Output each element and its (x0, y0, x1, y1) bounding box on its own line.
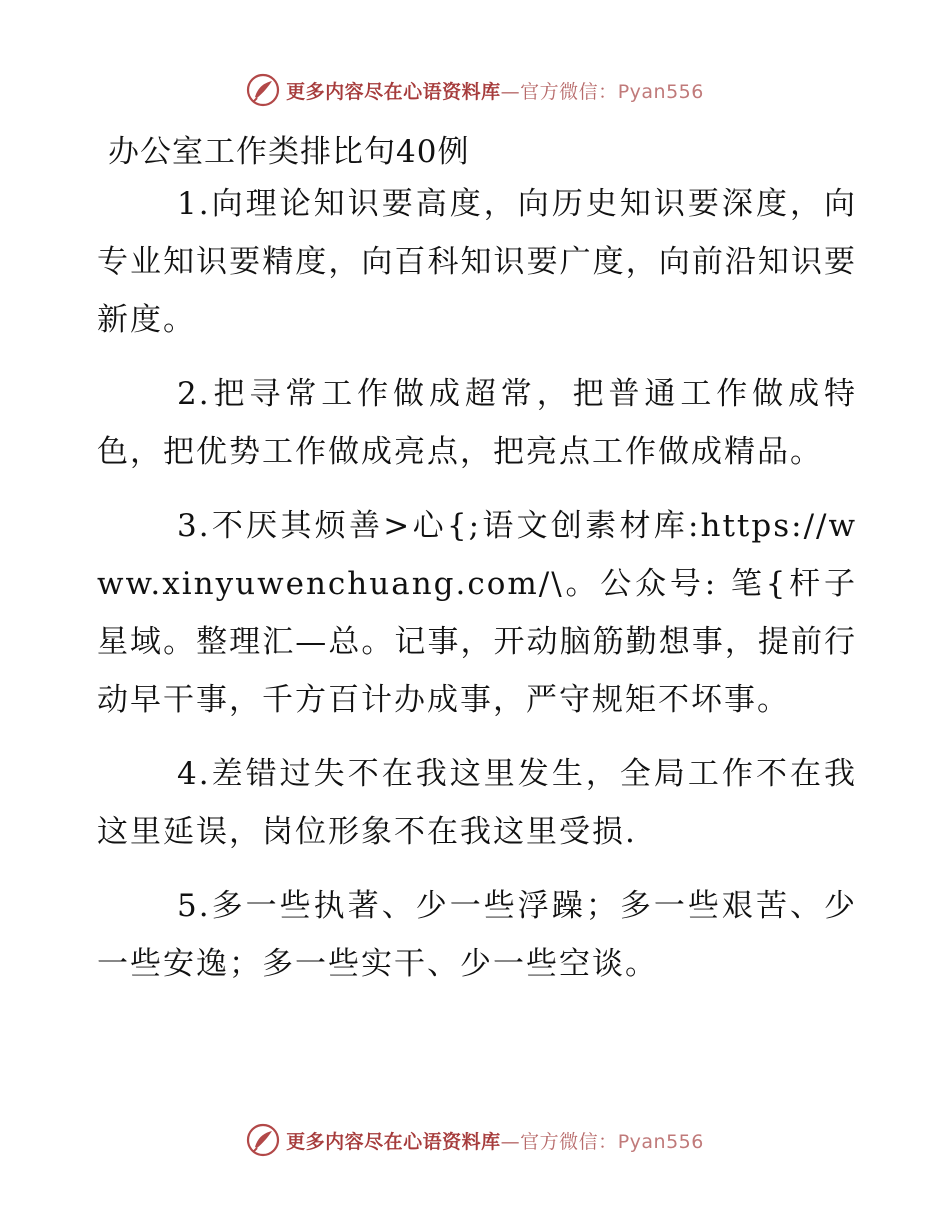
header-banner (0, 70, 950, 110)
banner-wechat-label: 官方微信： (520, 1130, 618, 1153)
document-body (97, 175, 857, 1009)
document-title: 办公室工作类排比句40例 (108, 134, 470, 170)
red-pen-logo-icon (246, 73, 280, 107)
footer-banner (0, 1120, 950, 1160)
red-pen-logo-icon (246, 1123, 280, 1157)
paragraph-2: 2.把寻常工作做成超常，把普通工作做成特色，把优势工作做成亮点，把亮点工作做成精品。 (97, 376, 857, 470)
banner-site-name: 更多内容尽在心语资料库 (286, 1130, 501, 1153)
banner-wechat-label: 官方微信： (520, 80, 618, 103)
footer-banner-text (286, 1127, 704, 1154)
paragraph-5: 5.多一些执著、少一些浮躁；多一些艰苦、少一些安逸；多一些实干、少一些空谈。 (97, 888, 857, 982)
banner-wechat-id: Pyan556 (617, 80, 704, 103)
banner-separator: — (500, 80, 521, 103)
banner-separator: — (500, 1130, 521, 1153)
paragraph-4: 4.差错过失不在我这里发生，全局工作不在我这里延误，岗位形象不在我这里受损. (97, 756, 857, 850)
paragraph-3: 3.不厌其烦善>心{;语文创素材库:https://www.xinyuwenchuang.com/\。公众号: 笔{杆子星域。整理汇—总。记事，开动脑筋勤想事，提前行动早干事，千方百计办成事，严守规矩不坏事。 (97, 508, 857, 718)
paragraph-1: 1.向理论知识要高度，向历史知识要深度，向专业知识要精度，向百科知识要广度，向前沿知识要新度。 (97, 186, 857, 338)
header-banner-text (286, 77, 704, 104)
banner-wechat-id: Pyan556 (617, 1130, 704, 1153)
banner-site-name: 更多内容尽在心语资料库 (286, 80, 501, 103)
